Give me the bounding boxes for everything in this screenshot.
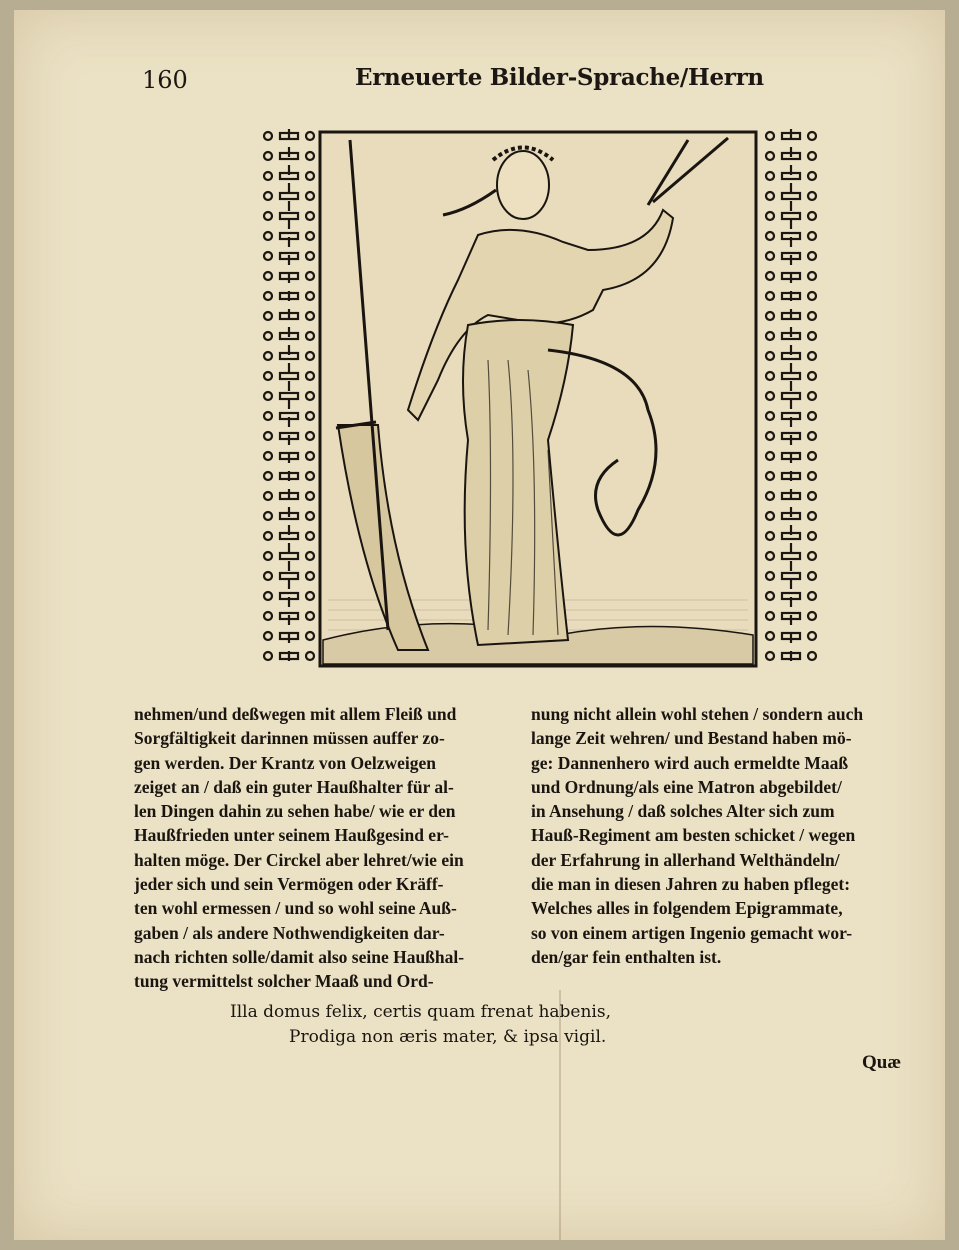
epigram-line-1: Illa domus felix, certis quam frenat habenis,: [230, 1002, 611, 1022]
woodcut-illustration: [318, 130, 758, 668]
left-column-line: Haußfrieden unter seinem Haußgesind er-: [134, 825, 450, 846]
running-head: Erneuerte Bilder-Sprache/Herrn: [355, 64, 764, 91]
right-column-line: ge: Dannenhero wird auch ermeldte Maaß: [531, 752, 849, 773]
right-column-line: den/gar fein enthalten ist.: [531, 946, 722, 967]
left-column-line: len Dingen dahin zu sehen habe/ wie er den: [134, 801, 456, 822]
left-column-line: gaben / als andere Nothwendigkeiten dar-: [134, 922, 445, 943]
right-column-line: und Ordnung/als eine Matron abgebildet/: [531, 776, 842, 797]
right-text-column: [531, 702, 911, 969]
right-column-line: so von einem artigen Ingenio gemacht wor-: [531, 922, 853, 943]
left-column-line: Sorgfältigkeit darinnen müssen auffer zo-: [134, 728, 445, 749]
left-ornament-border: [258, 124, 320, 669]
right-column-line: Welches alles in folgendem Epigrammate,: [531, 898, 843, 919]
page-number: 160: [142, 66, 188, 94]
left-column-line: gen werden. Der Krantz von Oelzweigen: [134, 752, 436, 773]
left-column-line: ten wohl ermessen / und so wohl seine Auß-: [134, 898, 457, 919]
left-column-line: nach richten solle/damit also seine Haußhal-: [134, 946, 465, 967]
right-column-line: nung nicht allein wohl stehen / sondern auch: [531, 704, 864, 724]
left-column-line: halten möge. Der Circkel aber lehret/wie ein: [134, 849, 464, 870]
right-column-line: die man in diesen Jahren zu haben pfleget:: [531, 874, 851, 895]
right-ornament-border: [760, 124, 822, 669]
right-column-line: in Ansehung / daß solches Alter sich zum: [531, 801, 835, 822]
epigram-line-2: Prodiga non æris mater, & ipsa vigil.: [289, 1027, 607, 1047]
left-column-line: zeiget an / daß ein guter Haußhalter für al-: [134, 776, 454, 797]
catchword: Quæ: [862, 1052, 902, 1073]
right-column-line: der Erfahrung in allerhand Welthändeln/: [531, 849, 840, 870]
right-column-line: Hauß-Regiment am besten schicket / wegen: [531, 825, 856, 846]
right-column-line: lange Zeit wehren/ und Bestand haben mö-: [531, 728, 852, 749]
left-column-line: tung vermittelst solcher Maaß und Ord-: [134, 971, 434, 992]
left-text-column: [134, 702, 514, 994]
left-column-line: jeder sich und sein Vermögen oder Kräff-: [134, 874, 444, 895]
left-column-line: nehmen/und deßwegen mit allem Fleiß und: [134, 704, 457, 724]
